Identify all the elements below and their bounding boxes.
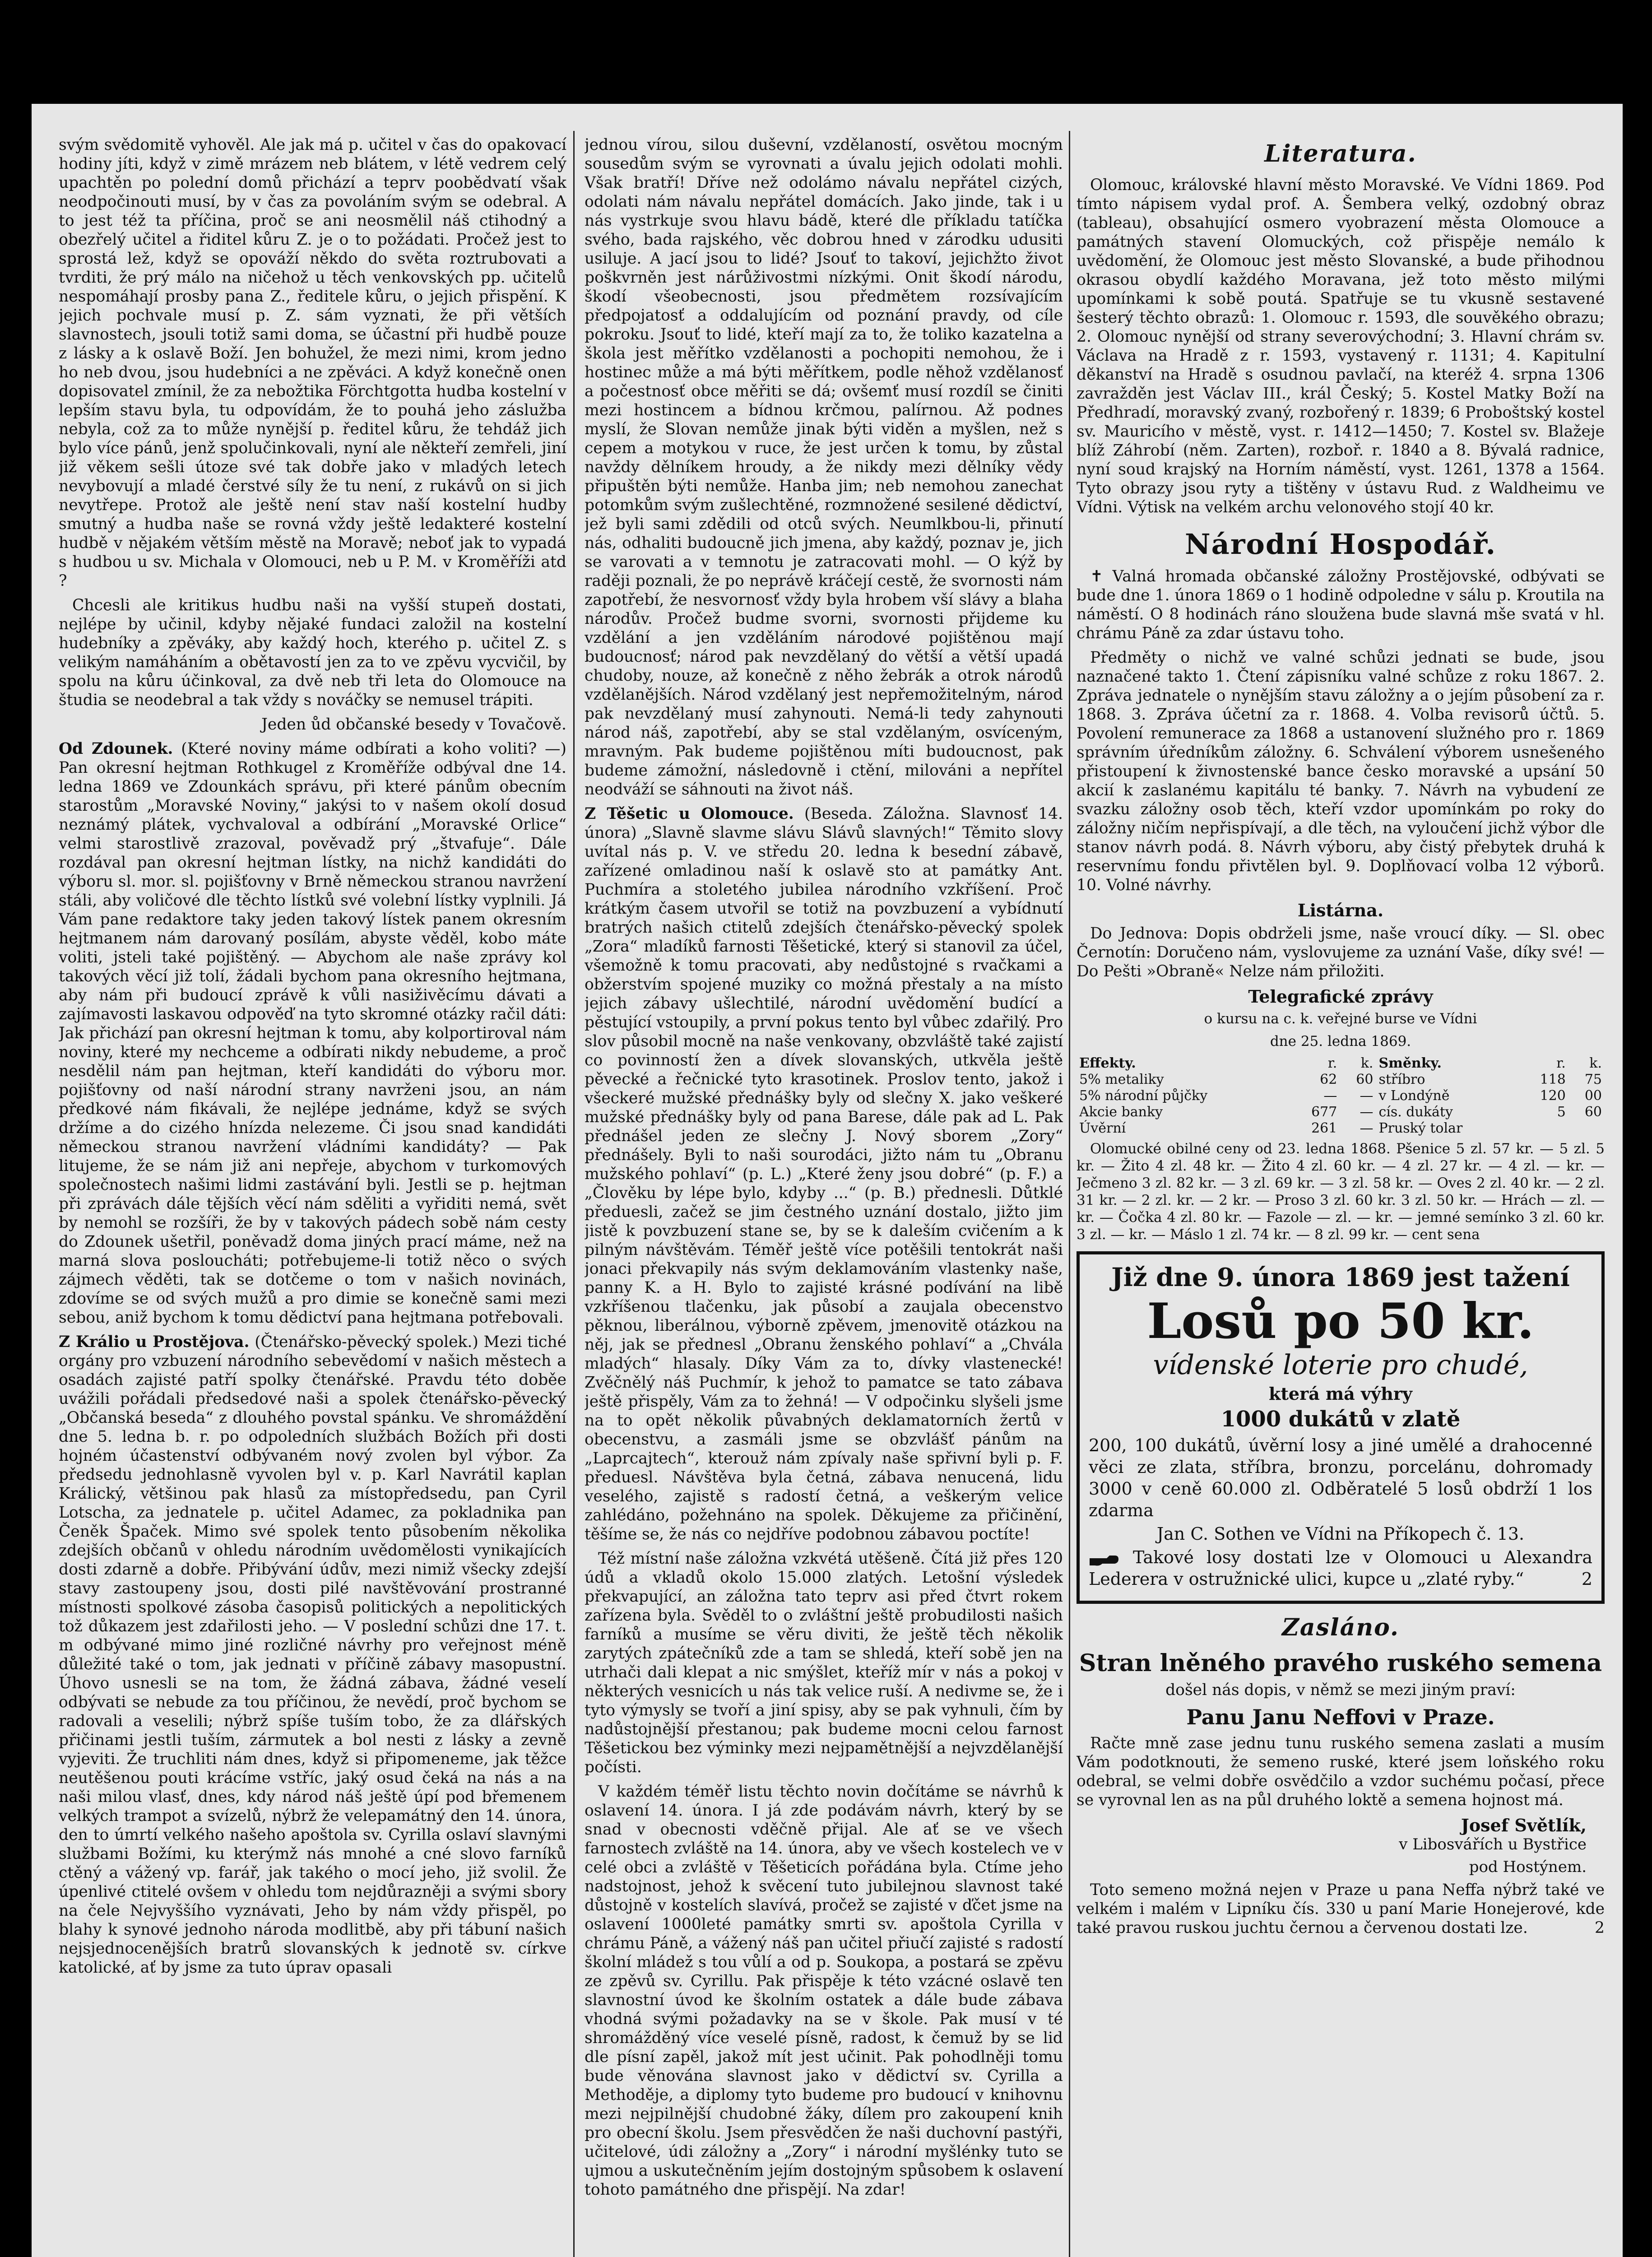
article-paragraph: Do Jednova: Dopis obdrželi jsme, naše vroucí díky. — Sl. obec Černotín: Doručeno nám, vyslovujeme za uznání Vaše, díky své! — Do Pešti »Obraně« Nelze nám přiložiti.: [1077, 924, 1605, 980]
section-subheading: dne 25. ledna 1869.: [1270, 1033, 1411, 1050]
table-cell: 120: [1540, 1088, 1566, 1104]
article-paragraph: (Čtenářsko-pěvecký spolek.) Mezi tiché orgány pro vzbuzení národního sebevědomí v našich městech a osadách zajisté patří spolky čtenářské. Pravdu této doběe uvážili pořádali předsedové naši a spolek čtenářsko-pěvecký „Občanská beseda“ z dlouhého povstal spánku. Ve shromáždění dne 5. ledna b. r. po odpoledních službách Božích při dosti hojném účastenství odbývaném nový zvolen byl výbor. Za předsedu jednohlasně vyvolen byl v. p. Karl Navrátil kaplan Králický, většinou pak hlasů za místopředsedu, pan Cyril Lotscha, za jednatele p. učitel Adamec, za pokladnika pan Čeněk Špaček. Mimo své spolek tento působením několika zdejších občanů v ohledu národním uvědomělosti vynikajících dosti zdarně a dobře. Přibývání údův, mezi nimiž všecky zdejší stavy zastoupeny jsou, dosti pilé navštěvování prostranné místnosti spolkové zásoba časopisů politických a nepolitických tož důkazem jest zdařilosti jeho. — V poslední schůzi dne 17. t. m odbývané mimo jiné rozličné návrhy pro veřejnost méně důležité také o tom, jak jednati v příčině zábavy masopustní. Úhovo usnesli se na tom, že žádná zábava, žádné veselí odbývati se nebude za tou příčinou, že nevědí, proč bychom se radovali a veselili; nýbrž spíše tuším tobo, že za dlářských přičinami jestli tuším, zármutek a bol nesti z lásky a zevně vyjeviti. Že truchliti nám dnes, když si připomeneme, jak těžce neutěšenou pouti krácíme vstříc, jaký osud čeká na nás a na naši milou vlasť, dnes, kdy národ náš ještě úpí pod břemenem velkých trampot a svízelů, nýbrž že velepamátný den 14. února, den to úmrtí velkého našeho apoštola sv. Cyrilla oslaví slavnými službami Božími, ku kterýmž nás mnohé a cné slovo farníků ctěný a vážený vp. farář, jak takého o mocí jeho, již svolil. Že úpenlivé ctitelé ovšem v ohledu tom nejdůrazněji a svými sbory na čele Nejvyššího vyznávati, Jeho by nám vždy přispěl, po blahy k synové jednoho národa modlitbě, aby při tábuní našich nejsjednocenějších bratrů slovanských k jednotě sv. církve katolické, ať by jsme za tuto úprav opasali: [59, 1333, 566, 1977]
table-cell: 118: [1540, 1072, 1566, 1087]
grain-prices-paragraph: Olomucké obilné ceny od 23. ledna 1868. Pšenice 5 zl. 57 kr. — 5 zl. 5 kr. — Žito 4 zl. 48 kr. — Žito 4 zl. 60 kr. — 4 zl. 27 kr. — 4 zl. — kr. — Ječmeno 3 zl. 82 kr. — 3 zl. 69 kr. — 3 zl. 58 kr. — Oves 2 zl. 40 kr. — 2 zl. 31 kr. — 2 zl. kr. — 2 kr. — Proso 3 zl. 60 kr. 3 zl. 50 kr. — Hrách — zl. — kr. — Čočka 4 zl. 80 kr. — Fazole — zl. — kr. — jemné semínko 3 zl. 60 kr. 3 zl. — kr. — Máslo 1 zl. 74 kr. — 8 zl. 99 kr. — cent sena: [1077, 1141, 1605, 1243]
article-heading: Z Těšetic u Olomouce.: [585, 805, 794, 823]
article-paragraph: (Beseda. Záložna. Slavnosť 14. února) „Slavně slavme slávu Slávů slavných!“ Těmito slovy uvítal nás p. V. ve středu 20. ledna k besední zábavě, zařízené omladinou naší k oslavě sto at památky Ant. Puchmíra a stoletého jubilea národního vzkříšení. Proč krátkým časem utvořil se totiž na povzbuzení a vybídnutí bratrých našich ctitelů zdejších čtenářsko-pěvecký spolek „Zora“ mladíků farnosti Těšetické, který si stanovil za účel, všemožně k tomu pracovati, aby nedůstojné s rvačkami a obžerstvím spojené muziky co možná přestaly a na místo jejich zábavy ušlechtilé, národní uvědomění budící a pěstující vstoupily, a první pokus tento byl vůbec zdařilý. Pro slov působil mocně na naše venkovany, obzvláště také zajistí co povinností žen a dívek slovanských, utkvěla ještě pěvecké a řečnické tyto krasotinek. Proslov tento, jakož i všeckeré mužské přednášky byly od slečny X. jako veškeré mužské přednášky byly od pana Barese, dále pak ad L. Pak přednášel jeden ze slečny J. Nový sborem „Zory“ přednášely. Byli to naši sourodáci, jižto nám tu „Obranu mužského pohlaví“ (p. L.) „Které ženy jsou dobré“ (p. F.) a „Člověku by lépe bylo, kdyby ...“ (p. B.) přednesli. Důtklé předuesli, začež se jim čestného uznání dostalo, jižto jim jistě k povzbuzení stane se, by se k daleším cvičením a k pilným návštěvám. Téměř ještě více potěšili tentokrát naši jonaci překvapily nás svým deklamováním vlastenky naše, panny K. a H. Bylo to zajisté krásné podívání na libě vzkříšenou tlačenku, jak působí a zaujala obecenstvo pěknou, liberálnou, výborně zpěvem, jmenovitě otázkou na něj, jak se přednesl „Obranu ženského pohlaví“ a „Chvála mladých“ hlasaly. Díky Vám za to, dívky vlastenecké! Zvěčnělý náš Puchmír, k jehož to pamatce se tato zábava ještě přispěly, Vám za to žehná! — V odpočinku slyšeli jsme na to opět několik půvabných deklamatorních žertů v obecenstvu, a zasmáli jsme se obzvlášť pánům na „Laprcajtech“, kterouž nám zpívaly naše spřivní byli p. F. předuesl. Návštěva byla četná, zábava nenucená, lidu veselého, zajistě s radostí četná, a veškerým velice zahlédáno, požehnáno na spolek. Děkujeme za přičinění, těšíme se, že nás co nejdříve podobnou zábavou poctíte!: [585, 805, 1063, 1543]
section-heading-telegraficke-zpravy: Telegrafické zprávy: [1248, 986, 1433, 1007]
table-cell: 677: [1311, 1104, 1337, 1120]
table-cell: [1568, 1120, 1605, 1137]
notice-paragraph: Račte mně zase jednu tunu ruského semena zaslati a musím Vám podotknouti, že semeno ruské, které jsem loňského roku odebral, se velmi dobře osvědčilo a vzdor suchému počasí, přece se vyrovnal len as na půl druhého loktě a semena hojnost má.: [1077, 1734, 1605, 1809]
table-header-cell: r.: [1327, 1055, 1337, 1071]
article-paragraph: jednou vírou, silou duševní, vzdělaností, osvětou mocným sousedům svým se vyrovnati a úvalu jejich odolati mohli. Však bratří! Dříve než odolámo návalu nepřátel cizých, odolati nám návalu nepřátel domácích. Jako jinde, tak i u nás vystrkuje svou hlavu bádě, které dle příkladu tatíčka svého, bada rajského, věc dobrou hned v zárodku udusiti usiluje. A jací jsou to lidé? Jsouť to takoví, jejichžto život poškvrněn jest nárůživostmi nízkými. Onit škodí národu, škodí všeobecnosti, jsou předmětem rozsívajícím předpojatosť a oddalujícím od poznání pravdy, od cíle pokroku. Jsouť to lidé, kteří mají za to, že toliko kazatelna a škola jest měřítko vzdělanosti a pochopiti nemohou, že i hostinec může a má býti měřítkem, podle něhož vzdělanosť a počestnosť obce měřiti se dá; ovšemť musí rozdíl se činiti mezi hostincem a bídnou krčmou, palírnou. Až podnes myslí, že Slovan nemůže jinak býti viděn a myšlen, než s cepem a motykou v ruce, že jest určen k tomu, by zůstal navždy dělníkem hroudy, a že nikdy mezi dělníky vědy připuštěn býti nemůže. Hanba jim; neb nemohou zanechat potomkům svým zušlechtěné, rozmnožené sesilené dědictví, jež byli sami zdědili od otců svých. Neumlkbou-li, přinutí nás, odhaliti budoucně jich jmena, aby každý, poznav je, jich se varovati a v temnotu je zatracovati mohl. — O kýž by raději poznali, že po neprávě kráčejí cestě, že svornosti nám zapotřebí, že nesvornosť vždy byla hrobem vší slávy a blaha národův. Pročež budme svorni, svornosti přijdeme ku vzdělání a jen vzděláním národové pojištěnou mají budoucnosť; národ pak nevzdělaný do větší a větší upadá chudoby, nouze, až konečně z něho žebrák a otrok národů vzdělanějších. Národ vzdělaný jest nepřemožitelným, národ pak nevzdělaný musí zahynouti. Nemá-li tedy zahynouti národ náš, zapotřebí, aby se stal vzdělaným, osvíceným, mravným. Pak budeme pojištěnou míti budoucnost, pak budeme zámožní, následovně i ctění, milováni a nepřítel neodváží se sáhnouti na život náš.: [585, 136, 1063, 799]
ad-text: Takové losy dostati lze v Olomouci u Alexandra Lederera v ostružnické ulici, kupce u „zlaté ryby.“: [1089, 1547, 1592, 1589]
column-3: [1077, 135, 1605, 2257]
article-paragraph: Chcesli ale kritikus hudbu naši na vyšší stupeň dostati, nejlépe by učinil, kdyby nějaké fundaci založil na kostelní hudebníky a zpěváky, aby každý hoch, kterého p. učitel Z. s velikým namáháním a obětavostí jen za to ve zpěvu vycvičil, by spolu na kůru účinkoval, za dvě neb tři leta do Olomouce na študia se neodebral a tak vždy s nováčky se nemusel trápiti.: [59, 596, 566, 709]
table-cell: [1518, 1120, 1568, 1137]
section-subheading: o kursu na c. k. veřejné burse ve Vídni: [1204, 1011, 1477, 1027]
notice-signature-place: pod Hostýnem.: [1469, 1858, 1587, 1876]
notice-paragraph: Toto semeno možná nejen v Praze u pana Neffa nýbrž také ve velkém i malém v Lipníku čís. 330 u paní Marie Honejerové, kde také pravou ruskou juchtu černou a červenou dostati lze.: [1077, 1881, 1605, 1937]
article-paragraph: svým svědomitě vyhověl. Ale jak má p. učitel v čas do opakovací hodiny jíti, když v zimě mrázem neb blátem, v létě vedrem celý upachtěn po polední domů přichází a teprv poobědvatí však neodpočinouti musí, by v čas za povoláním svým se odebral. A to jest též ta příčina, proč se ani neosmělil náš ctihodný a obezřelý učitel a řiditel kůru Z. je o to požádati. Pročež jest to sprostá lež, když se opováží někdo do světa roztrubovati a tvrditi, že prý málo na ničehož u těch venkovských pp. učitelů nespomáhají prosby pana Z., ředitele kůru, o jejich přispění. K jejich pochvale musí p. Z. sám vyznati, že při větších slavnostech, jsouli totiž sami doma, se účastní při hudbě pouze z lásky a k oslavě Boží. Jen bohužel, že mezi nimi, krom jedno ho neb dvou, jsou hudebníci a ne zpěváci. A když konečně onen dopisovatel zmínil, že za nebožtika Förchtgotta hudba kostelní v lepším stavu byla, tu odpovídám, že to pouhá jeho záslužba nebyla, což za to může nynější p. ředitel kůru, že tehdáž jich bylo více pánů, jenž spolučinkovali, nyní ale někteří zemřeli, jiní již věkem sešli útoze své tak dobře jako v mladých letech nevybovují a mladé čerstvé síly že tu není, z rukávů on si jich nevytřepe. Protož ale ještě není stav naší kostelní hudby smutný a hudba naše se rovná vždy ještě ledakteré kostelní hudbě v nějakém větším městě na Moravě; neboť jak to vypadá s hudbou u sv. Michala v Olomouci, neb u P. M. v Kroměříži atd ?: [59, 136, 566, 590]
exchange-quotes-table: [1077, 1055, 1605, 1137]
ad-text: 200, 100 dukátů, úvěrní losy a jiné umělé a drahocenné věci ze zlata, stříbra, bronzu, porcelánu, dohromady 3000 v ceně 60.000 zl. Odběratelé 5 losů obdrží 1 los zdarma: [1089, 1435, 1592, 1520]
column-2: [585, 135, 1063, 2257]
table-cell: —: [1360, 1120, 1374, 1136]
article-paragraph: (Které noviny máme odbírati a koho voliti? —) Pan okresní hejtman Rothkugel z Kroměříže odbýval dne 14. ledna 1869 ve Zdounkách správu, při které pánům obecním starostům „Moravské Noviny,“ jakýsi to v našem okolí dosud neznámý plátek, vychvaloval a odbírání „Moravské Orlice“ velmi starostlivě zrazoval, pověvadž prý „štvafuje“. Dále rozdával pan okresní hejtman lístky, na nichž kandidáti do výboru sl. mor. sl. pojišťovny v Brně německou stranou navržení stáli, aby voličové dle těchto lístků své volební lístky vyplnili. Já Vám pane redaktore taky jeden takový lístek panem okresním hejtmanem nám darovaný posílám, abyste věděl, kobo máte voliti, jsteli také pojištěný. — Abychom ale naše zprávy kol takových věcí již tolí, žádali bychom pana okresního hejtmana, aby nám při budoucí zprávě k vůli nasiživěcímu dávati a zajímavosti laskavou odpověď na tyto skromné otázky račil dáti: Jak přichází pan okresní hejtman k tomu, aby kolportiroval nám noviny, které my nechceme a odbírati nikdy nebudeme, a proč nesdělil nám pan hejtman, kteří kandidáti do výboru mor. pojišťovny od naší národní strany navrženi jsou, an nám předkové nám fikávali, že nejlépe jednáme, když se svých držíme a do cizého hnízda nelezeme. Či jsou snad kandidáti německou stranou navržení vládními kandidáty? — Pak litujeme, že se nám již ani nepřeje, abychom v turkomových společnostech našimi lidmi zastávání byli. Jestli se p. hejtman při zprávách dále tějších věcí nám sděliti a vyřiditi nemá, svět by nemohl se rozšíři, že by v takových pádech sobě nám cesty do Zdounek ušetřil, poněvadž doma jiných prací máme, než na marná slova posloucháti; potřebujeme-li totiž něco o svých zájmech věděti, tak se dotčeme o tom v našich novinách, zdovíme se od svých mužů a pro dimie se konečně sami mezi sebou, aniž bychom k tomu dědictví pana hejtmana potřebovali.: [59, 740, 566, 1327]
table-cell: Akcie banky: [1079, 1104, 1163, 1120]
table-cell: stříbro: [1378, 1072, 1425, 1087]
section-heading-listarna: Listárna.: [1297, 900, 1384, 920]
table-header-cell: Směnky.: [1378, 1055, 1442, 1071]
table-cell: 5: [1557, 1104, 1566, 1120]
article-paragraph: Též místní naše záložna vzkvétá utěšeně. Čítá již přes 120 údů a vkladů okolo 15.000 zlatých. Letošní výsledek překvapující, an záložna tato teprv asi před čtvrt rokem zařízena byla. Svěděl to o zvláštní ještě probudilosti našich farníků a musíme se věru diviti, že ještě těch několik zarytých zpátečníků zde a tam se shledá, kteří sobě jen na utrhači dali klepat a nic smýšlet, kteříž mír v nás a pokoj v některých vesnicích u nás tak velice ruší. A nedivme se, že i tyto výmysly se tvoří a jiní spisy, aby se pak vyhnuli, čím by nadůstojnější přestanou; pak budeme mocni celou farnost Těšetickou bez výminky mezi nejpamětnější a nejvzdělanější počísti.: [585, 1550, 1063, 1776]
ad-subtitle: vídenské loterie pro chudé,: [1153, 1349, 1528, 1381]
ad-line: která má výhry: [1269, 1384, 1412, 1404]
article-paragraph: ✝ Valná hromada občanské záložny Prostějovské, odbývati se bude dne 1. února 1869 o 1 hodině odpoledne v sálu p. Kroutila na náměstí. O 8 hodinách ráno sloužena bude slavná mše svatá v hl. chrámu Páně za zdar ústavu toho.: [1077, 567, 1605, 642]
ad-number: 2: [1581, 1569, 1592, 1589]
table-cell: 60: [1356, 1072, 1374, 1087]
section-heading-zaslano: Zasláno.: [1281, 1614, 1400, 1641]
lottery-advertisement: [1077, 1251, 1605, 1604]
article-heading: Z Králio u Prostějova.: [59, 1333, 250, 1351]
section-heading-literatura: Literatura.: [1264, 140, 1417, 167]
table-header-cell: k.: [1360, 1055, 1374, 1071]
column-rule: [573, 131, 575, 2257]
ad-prize: 1000 dukátů v zlatě: [1220, 1407, 1461, 1432]
table-row: [1077, 1120, 1605, 1137]
table-row: [1077, 1072, 1605, 1088]
table-cell: —: [1360, 1088, 1374, 1104]
section-heading-narodni-hospodar: Národní Hospodář.: [1184, 528, 1497, 561]
notice-line: došel nás dopis, v němž se mezi jiným praví:: [1165, 1681, 1516, 1699]
pointing-hand-icon: [1089, 1551, 1120, 1567]
ad-title: Losů po 50 kr.: [1147, 1293, 1534, 1350]
article-paragraph: Olomouc, královské hlavní město Moravské. Ve Vídni 1869. Pod tímto nápisem vydal prof. A. Šembera velký, ozdobný obraz (tableau), obsahující osmero vyobrazení města Olomouce a památných stavení Olomuckých, což přispěje nemálo k uvědomění, že Olomouc jest město Slovanské, a bude přihodnou okrasou obydlí každého Moravana, jež toto město milými upomínkami k sobě poutá. Spatřuje se tu vkusně sestavené šesterý těchto obrazů: 1. Olomouc r. 1593, dle souvěkého obrazu; 2. Olomouc nynější od strany severovýchodní; 3. Hlavní chrám sv. Václava na Hradě z r. 1593, vystavený r. 1131; 4. Kapitulní děkanství na Hradě s osudnou pavlačí, na kteréž 4. srpna 1306 zavražděn jest Václav III., král Český; 5. Kostel Matky Boží na Předhradí, moravský zvaný, rozbořený r. 1839; 6 Proboštský kostel sv. Mauricího v městě, vyst. r. 1412—1450; 7. Kostel sv. Blažeje blíž Záhrobí (něm. Zarten), rozboř. r. 1840 a 8. Bývalá radnice, nyní soud krajský na Horním náměstí, vyst. 1261, 1378 a 1564. Tyto obrazy jsou ryty a tištěny v ústavu Rud. z Waldheimu ve Vídni. Výtisk na velkém archu velonového stojí 40 kr.: [1077, 176, 1605, 516]
article-paragraph: Předměty o nichž ve valné schůzi jednati se bude, jsou naznačené takto 1. Čtení zápisníku valné schůze z roku 1867. 2. Zpráva jednatele o nynějším stavu záložny a o jejím působení za r. 1868. 3. Zpráva účetní za r. 1868. 4. Volba revisorů účtů. 5. Povolení remunerace za 1868 a ustanovení služného pro r. 1869 správním úředníkům záložny. 6. Schválení výborem usnešeného přistoupení k živnostenské bance česko moravské a upsání 50 akcií k zaslanému kapitálu té banky. 7. Návrh na vybudení ze svazku záložny osob těch, kteří vzdor upomínkám po roky do záložny ničím nepřispívají, a dle těch, na vyloučení jichž výbor dle stanov návrh podá. 8. Návrh výboru, aby čistý přebytek druhá k reservnímu fondu přivtělen byl. 9. Doplňovací volba 12 výborů. 10. Volné návrhy.: [1077, 649, 1605, 894]
table-cell: Pruský tolar: [1378, 1120, 1463, 1136]
column-1: [59, 135, 566, 2257]
table-cell: 00: [1584, 1088, 1602, 1104]
notice-number: 2: [1595, 1919, 1605, 1937]
table-row: [1077, 1088, 1605, 1104]
table-header-cell: Effekty.: [1079, 1055, 1136, 1071]
table-header-cell: r.: [1556, 1055, 1566, 1071]
table-header-row: [1077, 1055, 1605, 1072]
article-paragraph: V každém téměř listu těchto novin dočítáme se návrhů k oslavení 14. února. I já zde podávám návrh, který by se snad v obecnosti vděčně přijal. Ale ať se ve všech farnostech zvláště na 14. února, aby ve všech kostelech ve v celé obci a zvláště v Těšeticích pořádána byla. Ctíme jeho nadstojnost, jehož k svěcení tuto jubilejnou slavnost také důstojně v kostelích slavívá, pročež se zajisté v ďčet jsme na oslavení 1000leté památky smrti sv. apoštola Cyrilla v chrámu Páně, a vážený náš pan učitel přiučí zajisté s radostí školní mládež s tou vůlí a od p. Soukopa, a postará se zpěvu ze zpěvů sv. Cyrillu. Pak přispěje k této vzácné oslavě ten slavnostní úvod ke školním ostatek a dále bude zábava vhodná svými požadavky na se v škole. Pak musí v té shromážděný více veselé písně, radost, k čemuž by se lid dle písní zapěl, jakož mít jest učinit. Pak pohodlněji tomu bude věnována slavnost jako v dědictví sv. Cyrilla a Methoděje, a diplomy tyto budeme pro budoucí v knihovnu mezi nejpilnější chudobné žáky, dílem pro zakoupení knih pro obecní školu. Jsem přesvědčen že naši duchovní pastýři, učitelové, údi záložny a „Zory“ i národní myšlénky tuto se ujmou a uskutečněním jejím dostojným spůsobem k oslavení tohoto památného dne přispějí. Na zdar!: [585, 1783, 1063, 2199]
table-cell: cís. dukáty: [1378, 1104, 1453, 1120]
table-cell: 5% národní půjčky: [1079, 1088, 1208, 1104]
table-cell: 62: [1320, 1072, 1337, 1087]
table-cell: v Londýně: [1378, 1088, 1450, 1104]
table-cell: —: [1323, 1088, 1337, 1104]
table-row: [1077, 1104, 1605, 1120]
table-cell: Úvěrní: [1079, 1120, 1126, 1136]
table-cell: 75: [1584, 1072, 1602, 1087]
table-header-cell: k.: [1589, 1055, 1602, 1071]
table-cell: 5% metaliky: [1079, 1072, 1164, 1087]
article-heading: Od Zdounek.: [59, 740, 173, 758]
notice-signature-place: v Libosvářích u Bystřice: [1399, 1835, 1587, 1853]
notice-addressee: Panu Janu Neffovi v Praze.: [1186, 1705, 1495, 1729]
newspaper-sheet: [32, 104, 1623, 2257]
notice-signature: Josef Světlík,: [1461, 1815, 1587, 1835]
ad-headline: Již dne 9. února 1869 jest tažení: [1111, 1263, 1570, 1292]
notice-title: Stran lněného pravého ruského semena: [1079, 1649, 1602, 1677]
ad-address: Jan C. Sothen ve Vídni na Příkopech č. 13.: [1156, 1524, 1525, 1544]
article-signature: Jeden ůd občanské besedy v Tovačově.: [261, 715, 566, 734]
table-cell: 60: [1584, 1104, 1602, 1120]
table-cell: —: [1360, 1104, 1374, 1120]
column-rule: [1069, 131, 1070, 2257]
table-cell: 261: [1311, 1120, 1337, 1136]
